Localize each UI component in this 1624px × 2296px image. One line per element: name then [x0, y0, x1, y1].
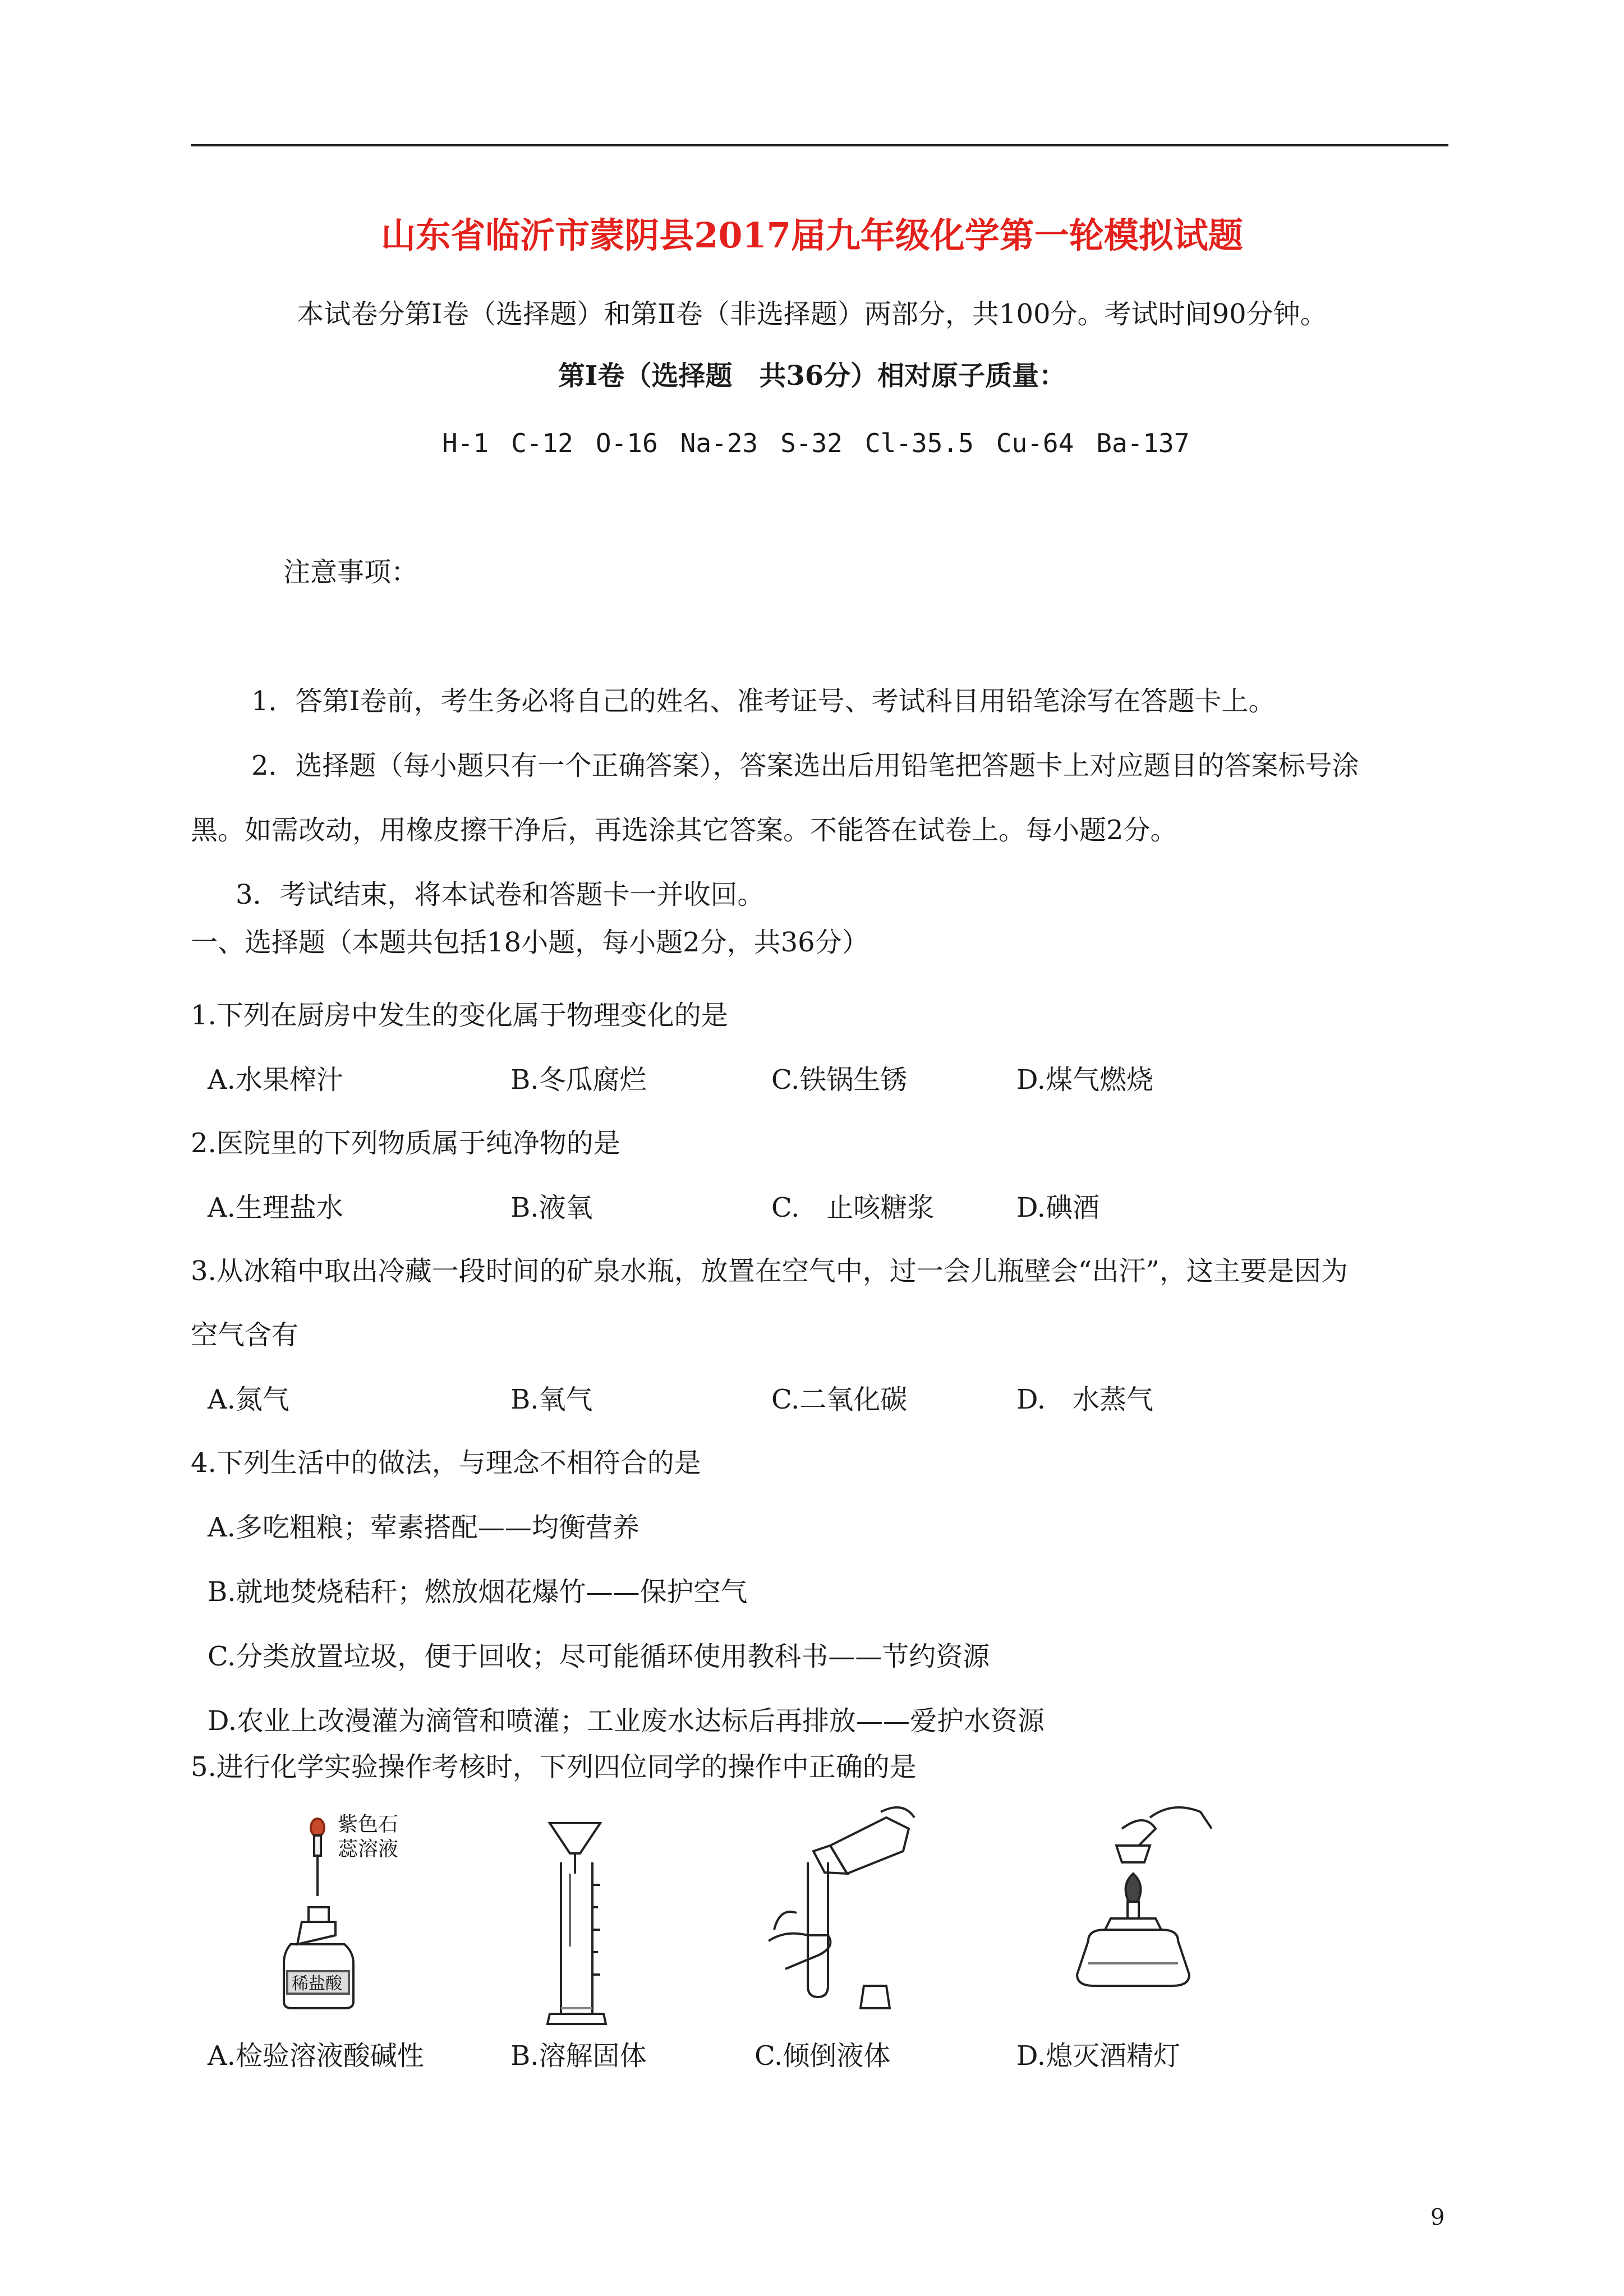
question-2-stem: 2.医院里的下列物质属于纯净物的是 — [191, 1128, 620, 1159]
exam-title: 山东省临沂市蒙阴县2017届九年级化学第一轮模拟试题 — [381, 215, 1243, 256]
atomic-mass-item: Cu-64 — [996, 428, 1074, 458]
figure-b-cylinder — [539, 1818, 634, 2031]
figure-d-alcohol-lamp — [1066, 1795, 1212, 2008]
atomic-mass-item: O-16 — [595, 428, 658, 458]
q2-option-d: D.碘酒 — [1016, 1192, 1100, 1223]
q4-option-b: B.就地焚烧秸秆；燃放烟花爆竹——保护空气 — [208, 1576, 748, 1608]
figure-c-pouring — [763, 1801, 926, 2025]
atomic-mass-item: Na-23 — [680, 428, 758, 458]
question-3-stem-line1: 3.从冰箱中取出冷藏一段时间的矿泉水瓶，放置在空气中，过一会儿瓶壁会“出汗”，这主要是因为 — [191, 1255, 1348, 1287]
atomic-mass-item: C-12 — [511, 428, 573, 458]
q1-option-a: A.水果榨汁 — [208, 1064, 343, 1096]
atomic-mass-list — [442, 426, 1189, 460]
note-2-line1: 2．选择题（每小题只有一个正确答案），答案选出后用铅笔把答题卡上对应题目的答案标号涂 — [251, 750, 1359, 781]
figure-a-bottle-label: 稀盐酸 — [292, 1974, 342, 1994]
q3-option-b: B.氧气 — [510, 1384, 593, 1415]
section-heading: 一、选择题（本题共包括18小题，每小题2分，共36分） — [191, 927, 869, 958]
question-4-stem: 4.下列生活中的做法，与理念不相符合的是 — [191, 1447, 701, 1479]
question-1-stem: 1.下列在厨房中发生的变化属于物理变化的是 — [191, 1000, 728, 1031]
part1-heading: 第Ⅰ卷（选择题 共36分）相对原子质量： — [558, 360, 1066, 392]
question-5-stem: 5.进行化学实验操作考核时，下列四位同学的操作中正确的是 — [191, 1751, 917, 1783]
q1-option-c: C.铁锅生锈 — [771, 1064, 908, 1096]
notes-label: 注意事项： — [283, 556, 418, 588]
q4-option-d: D.农业上改漫灌为滴管和喷灌；工业废水达标后再排放——爱护水资源 — [208, 1705, 1045, 1737]
q5-option-c: C.倾倒液体 — [755, 2040, 891, 2072]
q5-option-a: A.检验溶液酸碱性 — [208, 2040, 424, 2072]
figure-a-label-line2: 蕊溶液 — [338, 1838, 399, 1861]
note-1: 1．答第Ⅰ卷前，考生务必将自己的姓名、准考证号、考试科目用铅笔涂写在答题卡上。 — [251, 685, 1276, 717]
atomic-mass-item: H-1 — [442, 428, 489, 458]
q3-option-d: D. 水蒸气 — [1016, 1384, 1154, 1415]
page-number: 9 — [1430, 2205, 1445, 2230]
atomic-mass-item: Cl-35.5 — [864, 428, 974, 458]
question-3-stem-line2: 空气含有 — [191, 1319, 299, 1351]
q2-option-b: B.液氧 — [510, 1192, 593, 1223]
note-3: 3．考试结束，将本试卷和答题卡一并收回。 — [236, 879, 765, 910]
header-rule — [191, 144, 1448, 146]
atomic-mass-item: S-32 — [780, 428, 843, 458]
q1-option-d: D.煤气燃烧 — [1016, 1064, 1154, 1096]
q5-option-b: B.溶解固体 — [510, 2040, 647, 2072]
note-2-line2: 黑。如需改动，用橡皮擦干净后，再选涂其它答案。不能答在试卷上。每小题2分。 — [191, 815, 1177, 846]
q1-option-b: B.冬瓜腐烂 — [510, 1064, 647, 1096]
q3-option-a: A.氮气 — [208, 1384, 289, 1415]
q2-option-c: C. 止咳糖浆 — [771, 1192, 935, 1223]
figure-a-dropper-test — [275, 1812, 438, 2014]
atomic-mass-item: Ba-137 — [1096, 428, 1190, 458]
q4-option-c: C.分类放置垃圾，便于回收；尽可能循环使用教科书——节约资源 — [208, 1641, 990, 1672]
intro-text: 本试卷分第Ⅰ卷（选择题）和第Ⅱ卷（非选择题）两部分，共100分。考试时间90分钟。 — [297, 298, 1327, 330]
figure-a-label-line1: 紫色石 — [338, 1813, 399, 1836]
q4-option-a: A.多吃粗粮；荤素搭配——均衡营养 — [208, 1512, 640, 1543]
q2-option-a: A.生理盐水 — [208, 1192, 343, 1223]
q3-option-c: C.二氧化碳 — [771, 1384, 908, 1415]
q5-option-d: D.熄灭酒精灯 — [1016, 2040, 1181, 2072]
